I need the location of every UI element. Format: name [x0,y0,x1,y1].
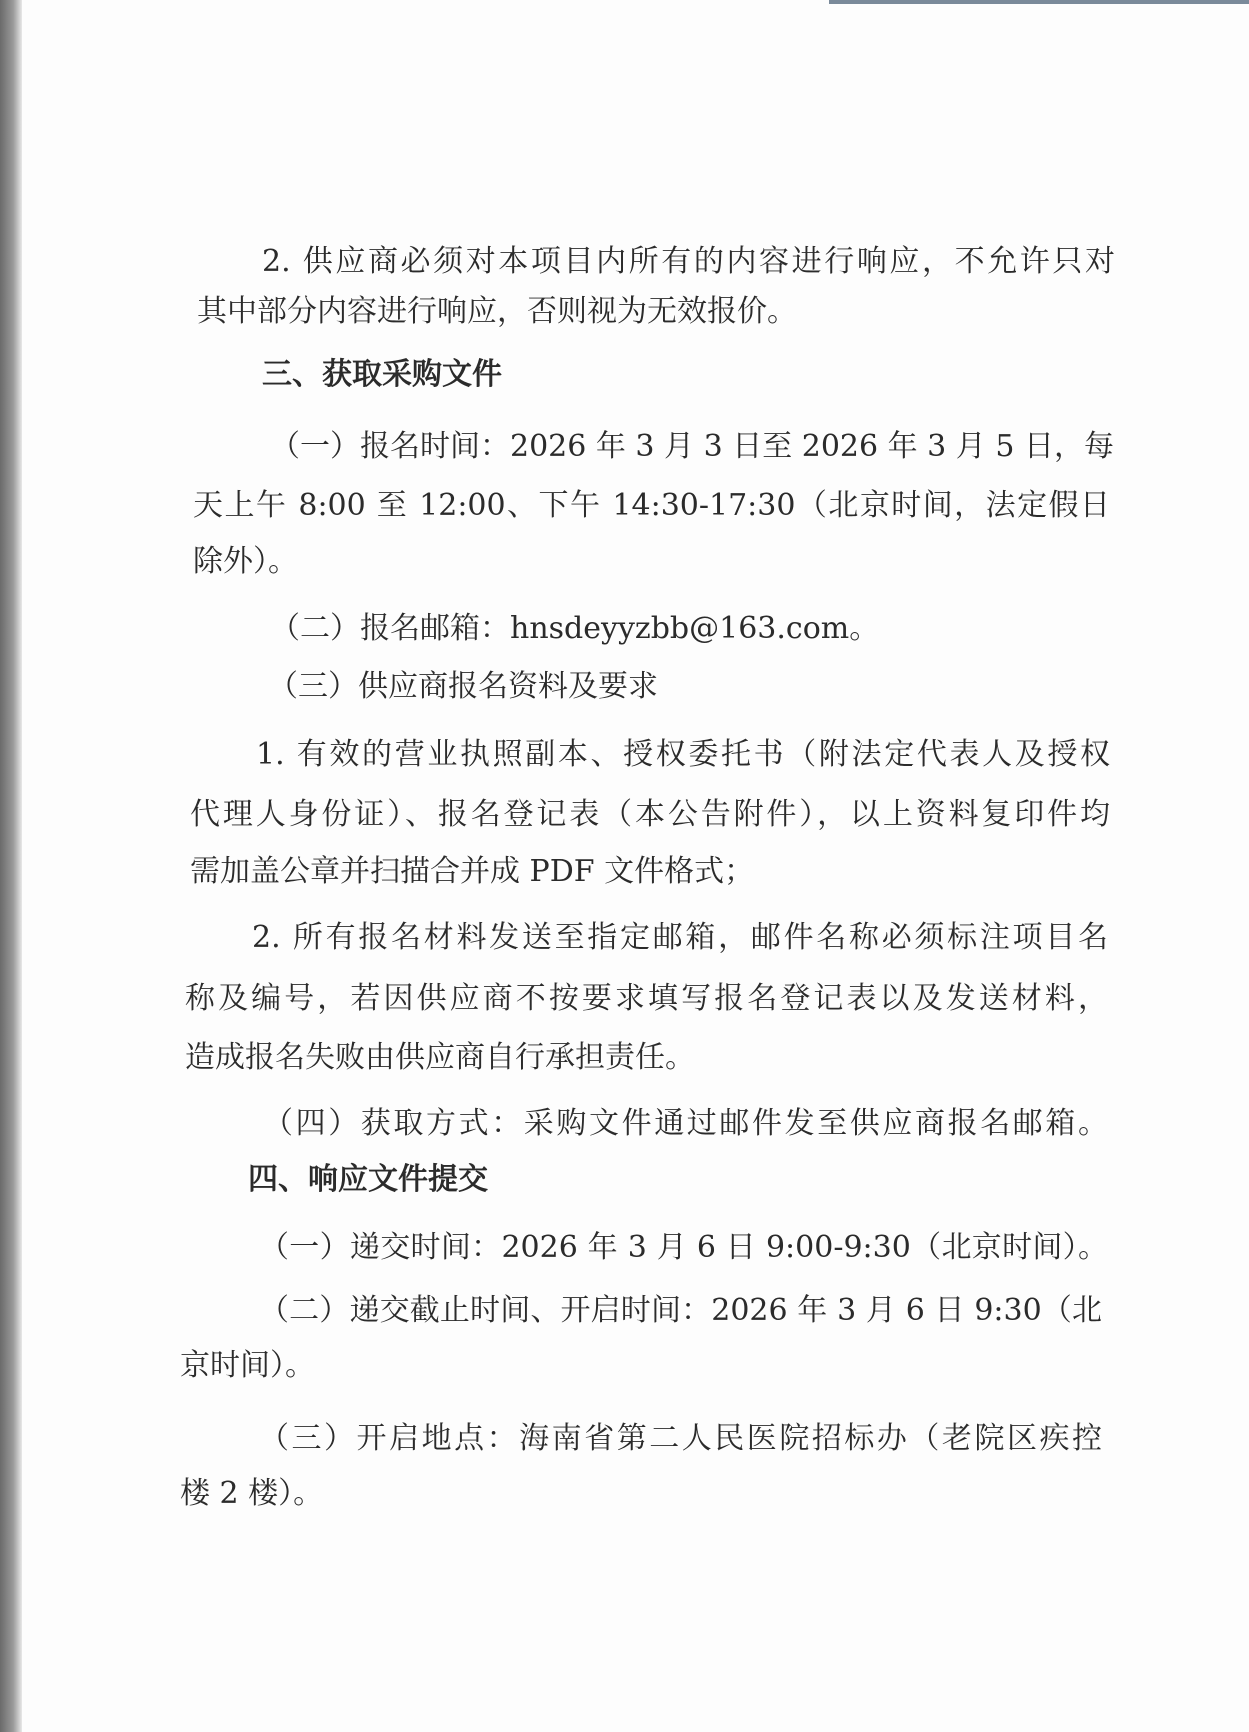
paragraph-line: （一）报名时间：2026 年 3 月 3 日至 2026 年 3 月 5 日，每 [270,429,1114,464]
paragraph-line: 造成报名失败由供应商自行承担责任。 [185,1040,695,1075]
paragraph-line: 楼 2 楼）。 [180,1476,324,1511]
paragraph-line: 2. 供应商必须对本项目内所有的内容进行响应，不允许只对 [262,244,1115,279]
scan-edge-left [0,0,22,1732]
email-line: （二）报名邮箱：hnsdeyyzbb@163.com。 [270,611,880,646]
paragraph-line: （四）获取方式：采购文件通过邮件发至供应商报名邮箱。 [263,1106,1108,1141]
paragraph-line: （三）开启地点：海南省第二人民医院招标办（老院区疾控 [259,1421,1102,1456]
paragraph-line: （二）递交截止时间、开启时间：2026 年 3 月 6 日 9:30（北 [259,1293,1102,1328]
paragraph-line: 1. 有效的营业执照副本、授权委托书（附法定代表人及授权 [256,737,1110,772]
section-heading-3: 三、获取采购文件 [262,357,502,392]
paragraph-line: 代理人身份证）、报名登记表（本公告附件），以上资料复印件均 [190,797,1110,832]
subsection-heading: （三）供应商报名资料及要求 [268,669,658,704]
section-heading-4: 四、响应文件提交 [248,1162,488,1197]
paragraph-line: 其中部分内容进行响应，否则视为无效报价。 [197,294,797,329]
paragraph-line: 需加盖公章并扫描合并成 PDF 文件格式； [190,854,755,889]
paragraph-line: 京时间）。 [180,1348,315,1383]
paragraph-line: 2. 所有报名材料发送至指定邮箱，邮件名称必须标注项目名 [252,920,1108,955]
paragraph-line: 天上午 8:00 至 12:00、下午 14:30-17:30（北京时间，法定假日 [193,488,1110,523]
scan-edge-top [829,0,1249,4]
paragraph-line: （一）递交时间：2026 年 3 月 6 日 9:00-9:30（北京时间）。 [259,1230,1108,1265]
paragraph-line: 称及编号，若因供应商不按要求填写报名登记表以及发送材料， [185,981,1108,1016]
paragraph-line: 除外）。 [193,544,298,579]
